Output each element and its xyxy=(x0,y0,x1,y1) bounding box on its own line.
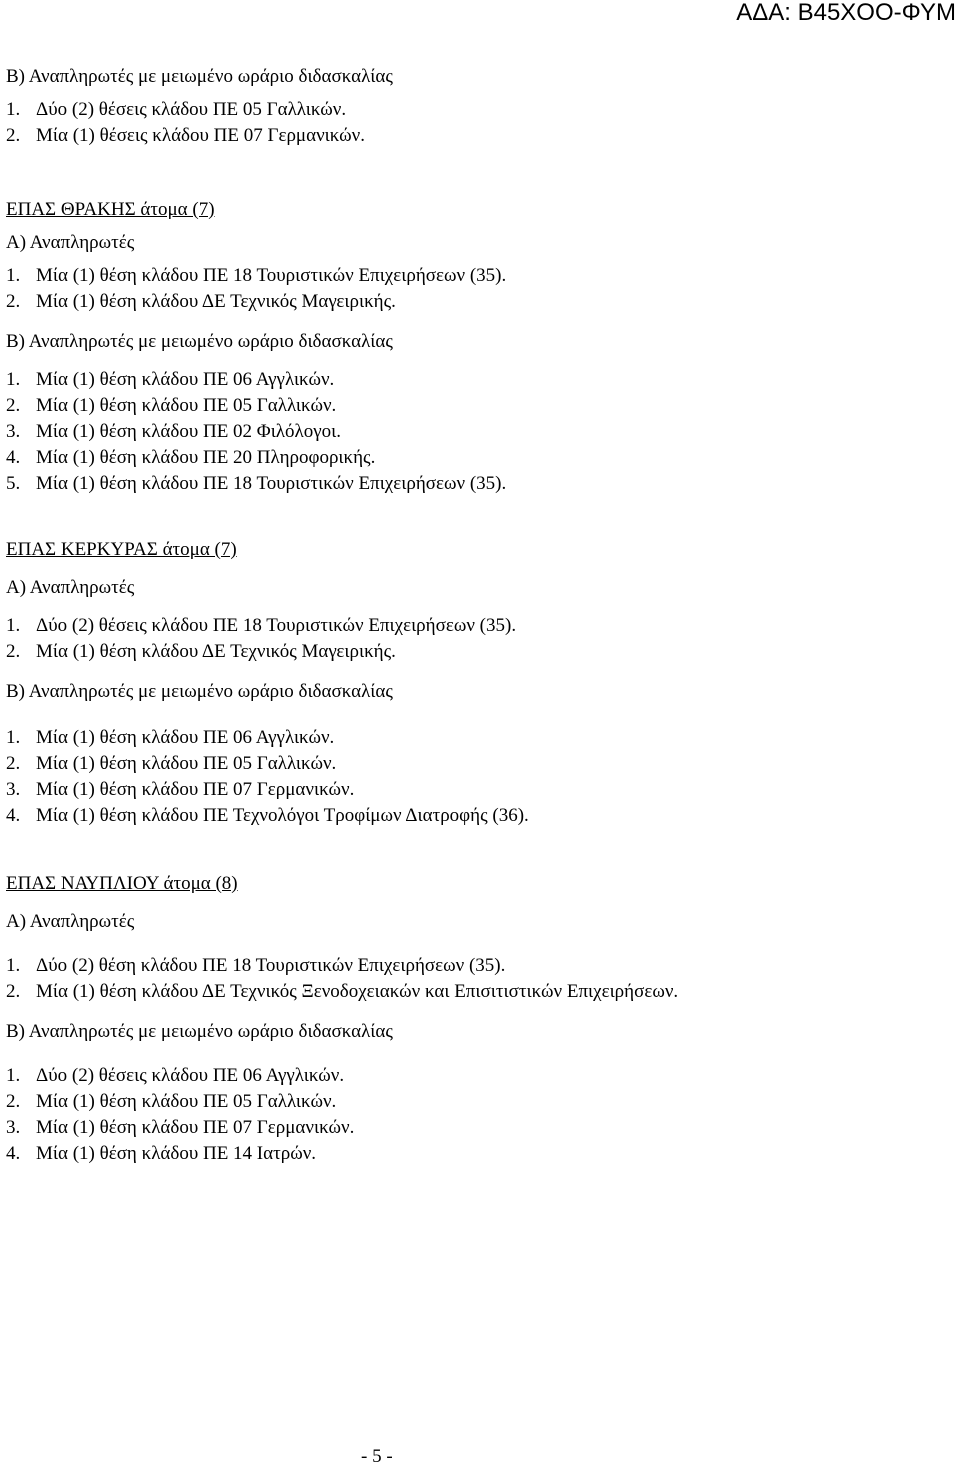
list-item xyxy=(6,97,784,123)
subheading-substitutes: Α) Αναπληρωτές xyxy=(6,577,135,598)
item-text: Μία (1) θέση κλάδου ΠΕ 06 Αγγλικών. xyxy=(36,369,335,390)
list-item xyxy=(6,1115,784,1141)
subheading-substitutes: Α) Αναπληρωτές xyxy=(6,911,135,932)
item-text: Μία (1) θέση κλάδου ΠΕ 07 Γερμανικών. xyxy=(36,779,355,800)
item-text: Μία (1) θέση κλάδου ΠΕ 05 Γαλλικών. xyxy=(36,1091,337,1112)
item-number: 1. xyxy=(6,615,21,636)
list-item xyxy=(6,1141,784,1167)
list-item xyxy=(6,751,784,777)
list-item xyxy=(6,613,784,639)
item-text: Μία (1) θέση κλάδου ΠΕ 05 Γαλλικών. xyxy=(36,395,337,416)
list-item xyxy=(6,1089,784,1115)
item-number: 1. xyxy=(6,1065,21,1086)
item-text: Μία (1) θέση κλάδου ΠΕ 02 Φιλόλογοι. xyxy=(36,421,341,442)
item-number: 3. xyxy=(6,421,21,442)
section-title: ΕΠΑΣ ΚΕΡΚΥΡΑΣ άτομα (7) xyxy=(6,539,237,560)
subheading-substitutes: Α) Αναπληρωτές xyxy=(6,232,135,253)
item-number: 2. xyxy=(6,291,21,312)
item-text: Μία (1) θέση κλάδου ΠΕ Τεχνολόγοι Τροφίμων Διατροφής (36). xyxy=(36,805,529,826)
list-item xyxy=(6,263,784,289)
item-text: Μία (1) θέση κλάδου ΠΕ 05 Γαλλικών. xyxy=(36,753,337,774)
list-item xyxy=(6,471,784,497)
section-title: ΕΠΑΣ ΝΑΥΠΛΙΟΥ άτομα (8) xyxy=(6,873,238,894)
item-number: 4. xyxy=(6,805,21,826)
subheading-reduced-hours: Β) Αναπληρωτές με μειωμένο ωράριο διδασκαλίας xyxy=(6,331,393,352)
list-item xyxy=(6,803,784,829)
item-text: Μία (1) θέση κλάδου ΠΕ 20 Πληροφορικής. xyxy=(36,447,376,468)
item-number: 1. xyxy=(6,369,21,390)
list-item xyxy=(6,639,784,665)
item-number: 2. xyxy=(6,641,21,662)
list-item xyxy=(6,725,784,751)
item-text: Μία (1) θέση κλάδου ΔΕ Τεχνικός Μαγειρικής. xyxy=(36,291,396,312)
subheading-reduced-hours: Β) Αναπληρωτές με μειωμένο ωράριο διδασκαλίας xyxy=(6,66,393,87)
item-number: 3. xyxy=(6,1117,21,1138)
list-item xyxy=(6,393,784,419)
item-text: Μία (1) θέση κλάδου ΠΕ 06 Αγγλικών. xyxy=(36,727,335,748)
item-text: Μία (1) θέση κλάδου ΔΕ Τεχνικός Ξενοδοχειακών και Επισιτιστικών Επιχειρήσεων. xyxy=(36,981,679,1002)
item-text: Μία (1) θέση κλάδου ΠΕ 18 Τουριστικών Επιχειρήσεων (35). xyxy=(36,473,507,494)
document-body xyxy=(6,64,784,1167)
item-text: Μία (1) θέση κλάδου ΠΕ 18 Τουριστικών Επιχειρήσεων (35). xyxy=(36,265,507,286)
item-text: Μία (1) θέση κλάδου ΠΕ 14 Ιατρών. xyxy=(36,1143,317,1164)
item-number: 1. xyxy=(6,727,21,748)
list-item xyxy=(6,289,784,315)
list-item xyxy=(6,777,784,803)
item-text: Δύο (2) θέση κλάδου ΠΕ 18 Τουριστικών Επιχειρήσεων (35). xyxy=(36,955,506,976)
list-item xyxy=(6,1063,784,1089)
item-number: 2. xyxy=(6,395,21,416)
item-number: 3. xyxy=(6,779,21,800)
ada-code: ΑΔΑ: Β45ΧΟΟ-ΦΥΜ xyxy=(736,0,956,26)
item-number: 2. xyxy=(6,125,21,146)
item-number: 1. xyxy=(6,955,21,976)
item-number: 4. xyxy=(6,447,21,468)
item-text: Δύο (2) θέσεις κλάδου ΠΕ 18 Τουριστικών Επιχειρήσεων (35). xyxy=(36,615,517,636)
list-item xyxy=(6,953,784,979)
item-number: 4. xyxy=(6,1143,21,1164)
item-number: 5. xyxy=(6,473,21,494)
list-item xyxy=(6,445,784,471)
list-item xyxy=(6,979,784,1005)
item-number: 2. xyxy=(6,981,21,1002)
list-item xyxy=(6,419,784,445)
subheading-reduced-hours: Β) Αναπληρωτές με μειωμένο ωράριο διδασκαλίας xyxy=(6,1021,393,1042)
item-text: Μία (1) θέση κλάδου ΔΕ Τεχνικός Μαγειρικής. xyxy=(36,641,396,662)
item-text: Δύο (2) θέσεις κλάδου ΠΕ 06 Αγγλικών. xyxy=(36,1065,345,1086)
page-number: - 5 - xyxy=(361,1446,393,1467)
item-text: Δύο (2) θέσεις κλάδου ΠΕ 05 Γαλλικών. xyxy=(36,99,347,120)
item-text: Μία (1) θέση κλάδου ΠΕ 07 Γερμανικών. xyxy=(36,1117,355,1138)
subheading-reduced-hours: Β) Αναπληρωτές με μειωμένο ωράριο διδασκαλίας xyxy=(6,681,393,702)
list-item xyxy=(6,123,784,149)
item-number: 2. xyxy=(6,753,21,774)
list-item xyxy=(6,367,784,393)
item-number: 1. xyxy=(6,99,21,120)
item-number: 1. xyxy=(6,265,21,286)
section-title: ΕΠΑΣ ΘΡΑΚΗΣ άτομα (7) xyxy=(6,199,215,220)
item-text: Μία (1) θέσεις κλάδου ΠΕ 07 Γερμανικών. xyxy=(36,125,366,146)
item-number: 2. xyxy=(6,1091,21,1112)
